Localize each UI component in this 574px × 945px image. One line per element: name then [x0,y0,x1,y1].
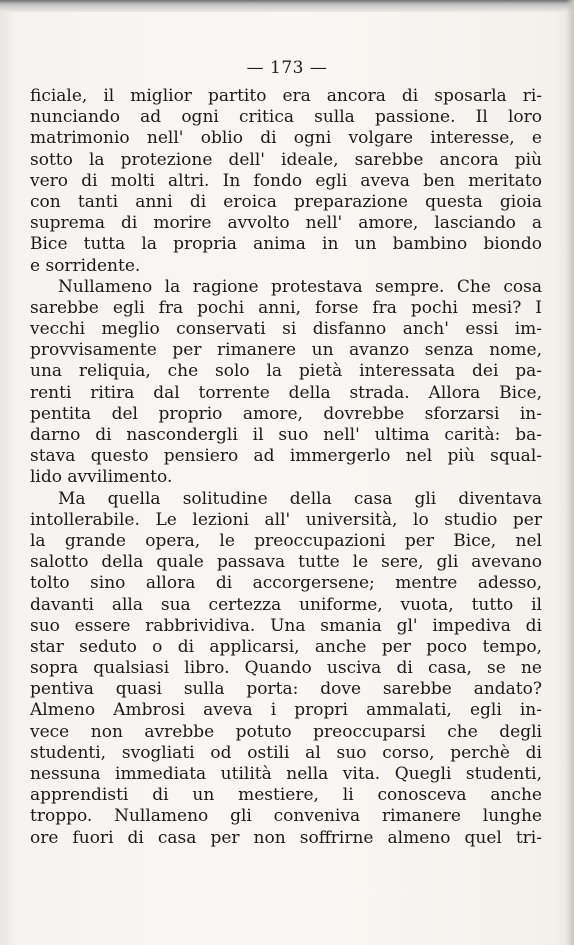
text-line: Bice tutta la propria anima in un bambino biondo [30,234,542,255]
text-line: star seduto o di applicarsi, anche per poco tempo, [30,636,542,657]
text-line: renti ritira dal torrente della strada. Allora Bice, [30,382,542,403]
text-line: con tanti anni di eroica preparazione questa gioia [30,191,542,212]
text-line: davanti alla sua certezza uniforme, vuota, tutto il [30,594,542,615]
text-line: studenti, svogliati od ostili al suo corso, perchè di [30,742,542,763]
text-line: vecchi meglio conservati si disfanno anch' essi im- [30,319,542,340]
text-line: Nullameno la ragione protestava sempre. Che cosa [58,276,542,297]
text-line: pentiva quasi sulla porta: dove sarebbe andato? [30,679,542,700]
text-line: provvisamente per rimanere un avanzo senza nome, [30,340,542,361]
text-line: salotto della quale passava tutte le sere, gli avevano [30,552,542,573]
text-line: suo essere rabbrividiva. Una smania gl' impediva di [30,615,542,636]
text-line: apprendisti di un mestiere, li conosceva anche [30,785,542,806]
text-line: e sorridente. [30,255,141,276]
text-line: pentita del proprio amore, dovrebbe sforzarsi in- [30,403,542,424]
text-line: nunciando ad ogni critica sulla passione. Il loro [30,107,542,128]
text-line: sopra qualsiasi libro. Quando usciva di casa, se ne [30,658,542,679]
text-line: sarebbe egli fra pochi anni, forse fra pochi mesi? I [30,297,542,318]
page-top-edge [0,0,574,12]
text-line: darno di nascondergli il suo nell' ultima carità: ba- [30,425,542,445]
text-line: ficiale, il miglior partito era ancora di sposarla ri- [30,86,542,106]
text-line: tolto sino allora di accorgersene; mentre adesso, [30,573,542,594]
text-line: la grande opera, le preoccupazioni per Bice, nel [30,530,542,551]
text-line: troppo. Nullameno gli conveniva rimanere lunghe [30,806,542,827]
page-right-edge [566,0,574,945]
page-number: — 173 — [246,58,328,78]
text-line: intollerabile. Le lezioni all' università, lo studio per [30,509,542,530]
text-line: nessuna immediata utilità nella vita. Quegli studenti, [30,764,542,784]
text-line: Almeno Ambrosi aveva i propri ammalati, egli in- [30,700,542,721]
text-line: matrimonio nell' oblio di ogni volgare interesse, e [30,128,542,149]
text-line: ore fuori di casa per non soffrirne almeno quel tri- [30,827,542,848]
body-text [30,86,542,849]
text-line: Ma quella solitudine della casa gli diventava [58,488,542,509]
text-line: una reliquia, che solo la pietà interessata dei pa- [30,361,542,382]
text-line: vece non avrebbe potuto preoccuparsi che degli [30,721,542,742]
text-line: stava questo pensiero ad immergerlo nel più squal- [30,446,542,467]
text-line: suprema di morire avvolto nell' amore, lasciando a [30,213,542,234]
text-line: sotto la protezione dell' ideale, sarebbe ancora più [30,149,542,170]
text-line: vero di molti altri. In fondo egli aveva ben meritato [30,170,542,191]
text-line: lido avvilimento. [30,467,173,488]
